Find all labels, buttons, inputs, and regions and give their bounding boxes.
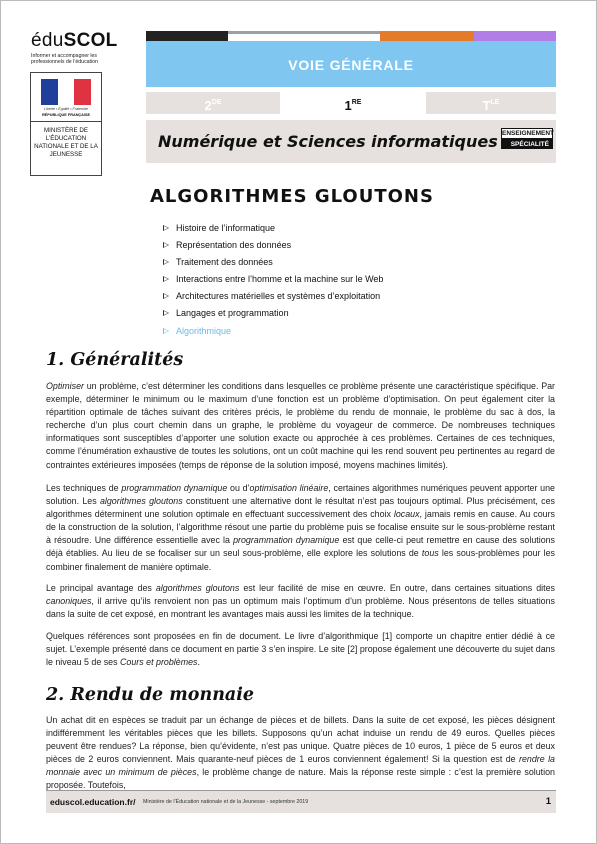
toc-item[interactable] [163,290,383,307]
toc-item-label: Traitement des données [176,257,273,268]
stripe-grey [228,31,380,34]
toc-item-label: Algorithmique [176,325,232,336]
subject-title: Numérique et Sciences informatiques [158,132,498,151]
voie-label: VOIE GÉNÉRALE [288,57,414,73]
toc-item-active[interactable] [163,325,383,342]
document-title: ALGORITHMES GLOUTONS [150,186,434,207]
eduscol-logo[interactable] [31,30,121,65]
triangle-right-icon [163,276,169,282]
triangle-right-icon [163,310,169,316]
badge-top: ENSEIGNEMENT [502,130,555,137]
level-tab-2de[interactable]: 2DE [146,92,280,114]
toc-item-label: Architectures matérielles et systèmes d’exploitation [176,291,381,302]
toc-item[interactable] [163,307,383,324]
footer-site-link[interactable]: eduscol.education.fr/ [50,797,136,807]
badge-bottom: SPÉCIALITÉ [501,139,553,149]
toc-item[interactable] [163,256,383,273]
triangle-right-icon [163,242,169,248]
marianne-flag-icon [41,79,91,105]
enseignement-badge [501,128,553,149]
paragraph: Les techniques de programmation dynamique ou d’optimisation linéaire, certaines algorithmes numériques peuvent apporter une solution. Les algorithmes gloutons constituent une alternative dont le résultat n’est pas toujours optimal. Plus précisément, ces algorithmes déterminent une solution optimale en effectuant successivement des choix locaux, jamais remis en cause. Au cours de la construction de la solution, l’algorithme résout une partie du problème puis se focalise ensuite sur le sous-problème restant à résoudre. Une différence essentielle avec la programmation dynamique est que celle-ci peut remettre en cause des solutions déjà établies. Au lieu de se focaliser sur un seul sous-problème, elle explore les solutions de tous les sous-problèmes pour les combiner finalement de manière optimale. [46,483,555,572]
stripe-purple [474,31,556,41]
section-heading: 1. Généralités [46,350,184,370]
paragraph: Optimiser un problème, c’est déterminer les conditions dans lesquelles ce problème présente une caractéristique spécifique. Par exemple, déterminer le minimum ou le maximum d’une fonction est un problème d’optimisation. On peut également citer la répartition optimale de tâches suivant des critères précis, le problème du rendu de monnaie, le problème du sac à dos, la recherche d’un plus court chemin dans un graphe, le problème du voyageur de commerce. De nombreuses techniques informatiques sont susceptibles d’apporter une solution exacte ou approchée à ces problèmes. Certaines de ces techniques, comme l’énumération exhaustive de toutes les solutions, ont un coût machine qui les rend souvent peu pertinentes au regard de contraintes extérieures imposées (temps de réponse de la solution imposé, moyens machines limités). [46,381,555,470]
toc-item-label: Représentation des données [176,240,292,251]
ministry-name: MINISTÈRE DE L’ÉDUCATION NATIONALE ET DE LA JEUNESSE [34,127,98,158]
color-stripes [146,31,556,41]
stripe-orange [380,31,474,41]
toc-item-label: Histoire de l’informatique [176,223,276,233]
divider [31,121,101,122]
paragraph: Un achat dit en espèces se traduit par un échange de pièces et de billets. Dans la suite de cet exposé, les pièces désignent indifféremment les véritables pièces que les billets. Supposons qu’un achat induise un rendu de 49 euros. Quelles pièces peuvent être rendues? La réponse, bien qu’évidente, n’est pas unique. Quatre pièces de 10 euros, 1 pièce de 5 euros et deux pièces de 2 euros conviennent. Mais quarante-neuf pièces de 1 euros conviennent également! Si la question est de rendre la monnaie avec un minimum de pièces, le problème change de nature. Mais la réponse reste simple : c’est la première solution proposée. Toutefois, [46,715,555,791]
ministry-logo [30,72,102,176]
paragraph: Quelques références sont proposées en fin de document. Le livre d’algorithmique [1] comporte un chapitre entier dédié à ce sujet. L’exemple présenté dans ce document en partie 3 s’en inspire. Le site [2] propose également une découverte du sujet dans le niveau 5 de ses Cours et problèmes. [46,631,555,668]
rf-motto: Liberté • Égalité • Fraternité [44,107,88,111]
section-heading: 2. Rendu de monnaie [46,685,255,705]
toc-item-label: Langages et programmation [176,308,289,319]
triangle-right-icon [163,328,169,334]
triangle-right-icon [163,225,169,231]
toc-item-label: Interactions entre l’homme et la machine sur le Web [176,274,384,285]
footer-credit: Ministère de l’Éducation nationale et de la Jeunesse - septembre 2019 [143,799,309,805]
toc-item[interactable] [163,273,383,290]
voie-banner [146,41,556,87]
triangle-right-icon [163,293,169,299]
triangle-right-icon [163,259,169,265]
brand-tagline: Informer et accompagner les professionnels de l’éducation [31,53,98,65]
toc-item[interactable] [163,239,383,256]
level-tab-1re[interactable]: 1RE [286,92,420,114]
toc-list [163,222,383,342]
toc-item[interactable] [163,222,383,239]
subject-band [146,120,556,163]
level-tab-tle[interactable]: $T^{LE}$ [426,92,556,114]
brand-name: éduSCOL [31,30,118,51]
footer [46,790,556,813]
page-number: 1 [545,796,551,807]
paragraph: Le principal avantage des algorithmes gloutons est leur facilité de mise en œuvre. En outre, dans certaines situations dites canoniques, il arrive qu’ils renvoient non pas un optimum mais l’optimum d’un problème. Nous présentons de telles situations dans la suite de cet exposé, en montrant les avantages mais aussi les limites de la technique. [46,583,555,620]
stripe-black [146,31,228,41]
level-tabs [146,92,556,114]
rf-republic: RÉPUBLIQUE FRANÇAISE [41,113,91,117]
